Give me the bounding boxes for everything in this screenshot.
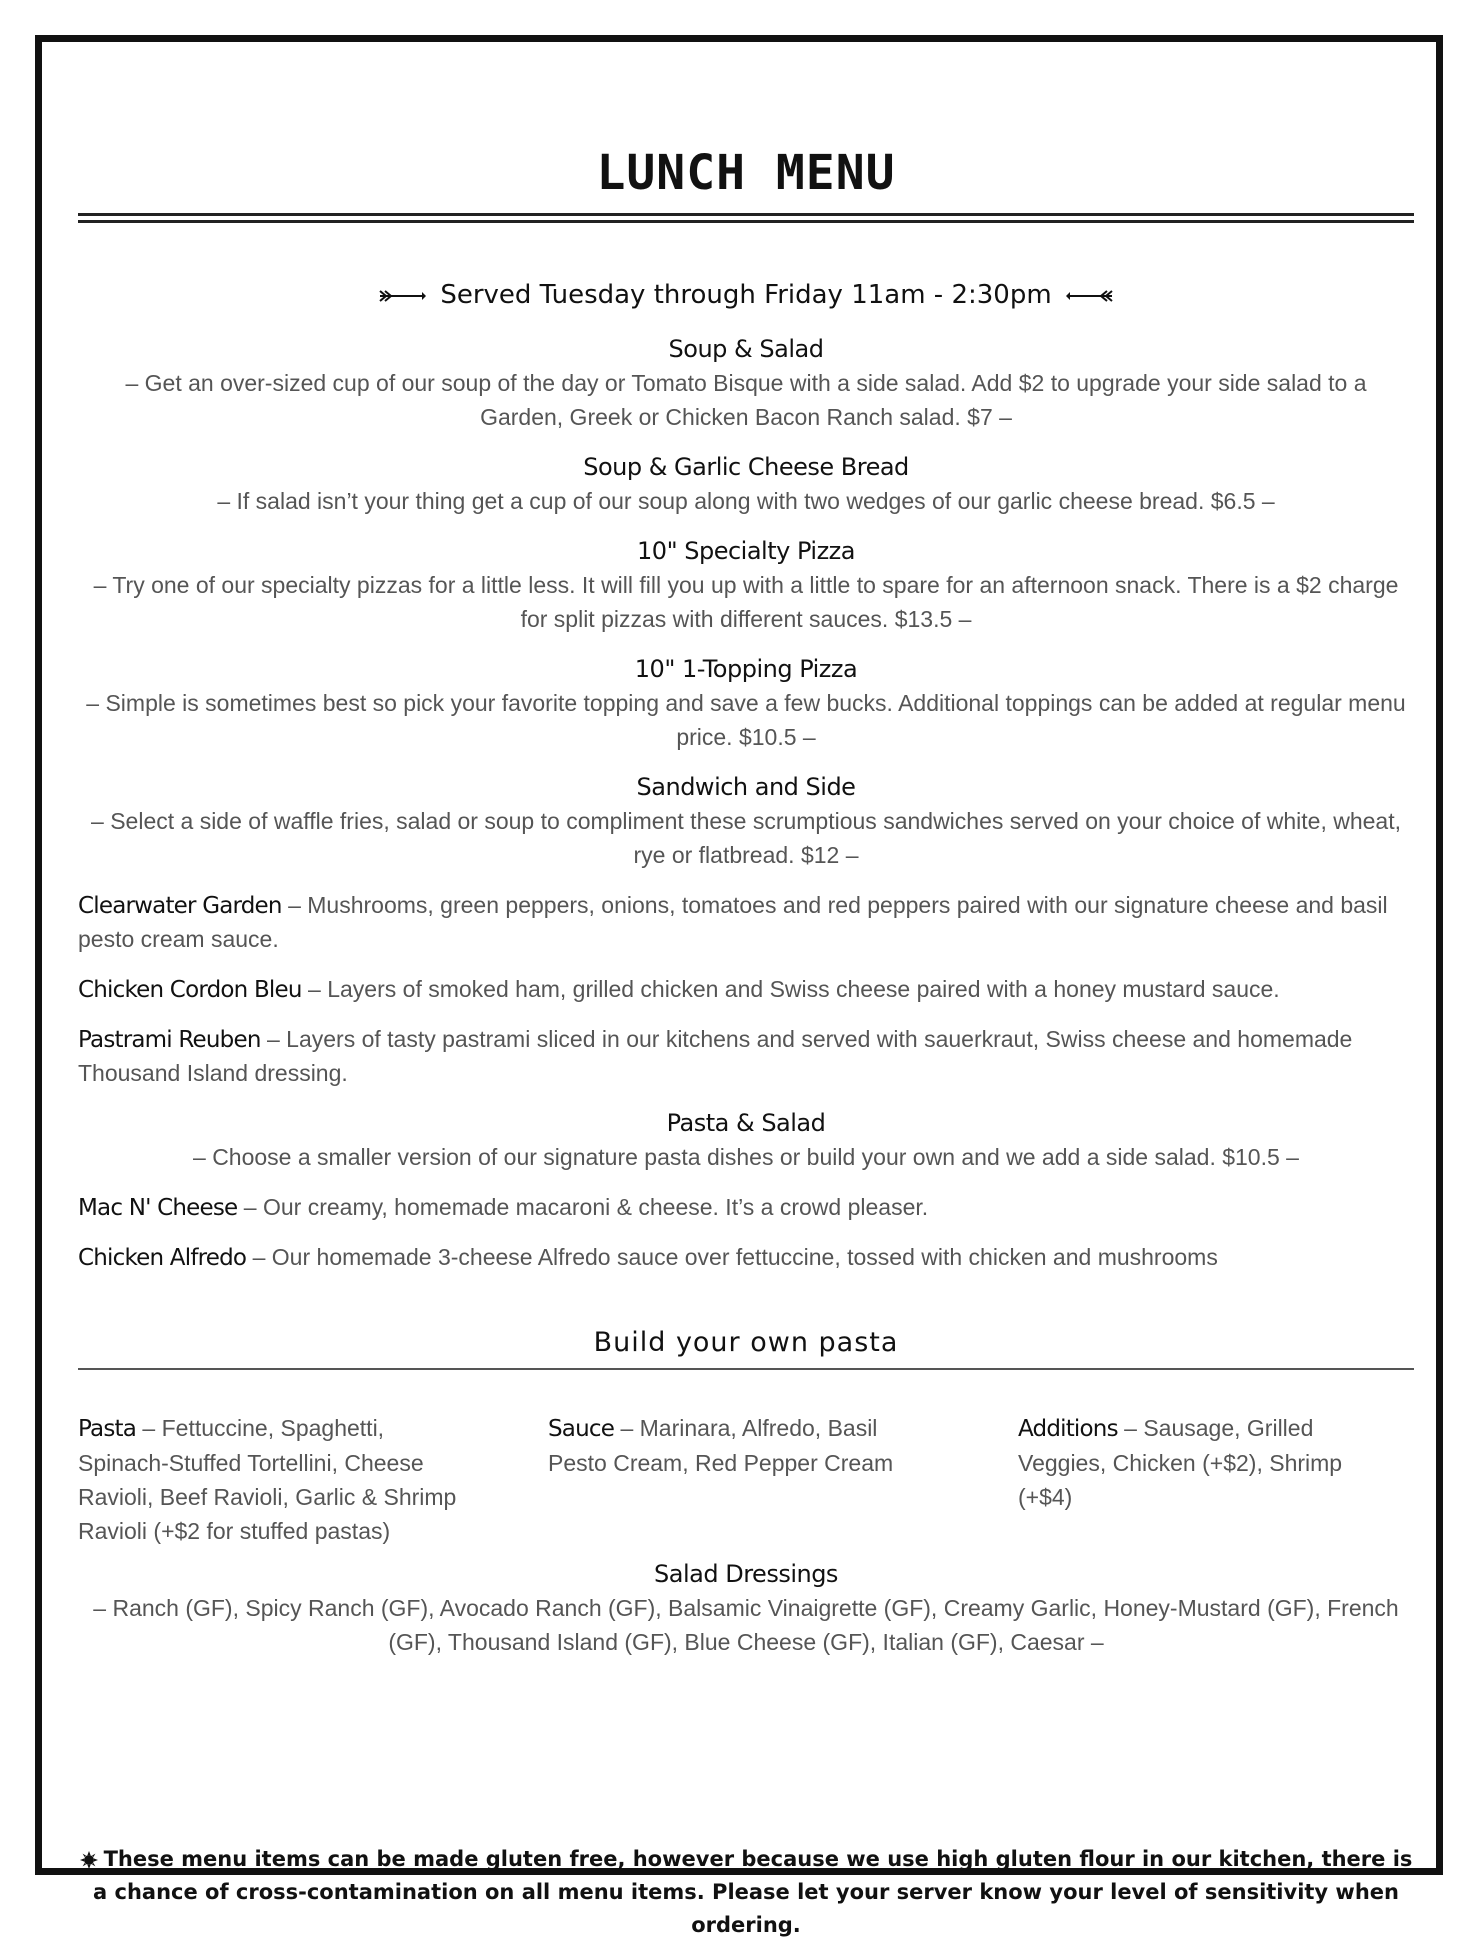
section-title: Pasta & Salad bbox=[666, 1109, 826, 1137]
byo-column-pasta bbox=[78, 1411, 458, 1548]
item-description: – Layers of smoked ham, grilled chicken and Swiss cheese paired with a honey mustard sauce. bbox=[301, 976, 1280, 1002]
item-name: Chicken Cordon Bleu bbox=[78, 977, 302, 1003]
menu-item bbox=[78, 973, 1414, 1007]
section-title: Sandwich and Side bbox=[636, 773, 856, 801]
section-description: – Get an over-sized cup of our soup of the day or Tomato Bisque with a side salad. Add $2 to upgrade your side salad to a Garden, Greek or Chicken Bacon Ranch salad. $7 – bbox=[125, 370, 1367, 430]
section-description: – If salad isn’t your thing get a cup of our soup along with two wedges of our garlic cheese bread. $6.5 – bbox=[217, 488, 1275, 514]
menu-item bbox=[78, 889, 1414, 956]
menu-item bbox=[78, 1241, 1414, 1275]
arrow-right-icon bbox=[378, 289, 426, 303]
section-title: Salad Dressings bbox=[654, 1560, 838, 1588]
item-name: Chicken Alfredo bbox=[78, 1245, 247, 1271]
section-description: – Choose a smaller version of our signature pasta dishes or build your own and we add a side salad. $10.5 – bbox=[193, 1144, 1299, 1170]
byo-column-name: Pasta bbox=[78, 1416, 137, 1442]
section-title: Soup & Garlic Cheese Bread bbox=[583, 453, 909, 481]
gluten-free-text: These menu items can be made gluten free, however because we use high gluten flour in our kitchen, there is a chance of cross-contamination on all menu items. Please let your server know your level of sensitivity when ordering. bbox=[93, 1847, 1413, 1937]
served-text: Served Tuesday through Friday 11am - 2:30pm bbox=[440, 280, 1052, 310]
item-name: Pastrami Reuben bbox=[78, 1027, 261, 1053]
byo-column-additions bbox=[1018, 1411, 1398, 1514]
gluten-free-note bbox=[78, 1843, 1414, 1942]
byo-column-description: – Fettuccine, Spaghetti, Spinach-Stuffed Tortellini, Cheese Ravioli, Beef Ravioli, Garlic & Shrimp Ravioli (+$2 for stuffed pastas) bbox=[78, 1415, 457, 1544]
build-your-own-title: Build your own pasta bbox=[593, 1327, 899, 1358]
section-title: 10" Specialty Pizza bbox=[637, 537, 855, 565]
menu-content bbox=[78, 42, 1414, 1937]
page-title: LUNCH MENU bbox=[596, 145, 896, 201]
arrow-left-icon bbox=[1066, 289, 1114, 303]
served-hours bbox=[78, 280, 1414, 310]
section-description: – Simple is sometimes best so pick your favorite topping and save a few bucks. Additional toppings can be added at regular menu price. $10.5 – bbox=[86, 690, 1406, 750]
byo-column-sauce bbox=[548, 1411, 928, 1480]
section-soup-salad bbox=[78, 332, 1414, 434]
section-description: – Try one of our specialty pizzas for a little less. It will fill you up with a little to spare for an afternoon snack. There is a $2 charge for split pizzas with different sauces. $13.5 – bbox=[93, 572, 1399, 632]
byo-column-name: Sauce bbox=[548, 1416, 615, 1442]
byo-column-description: – Sausage, Grilled Veggies, Chicken (+$2), Shrimp (+$4) bbox=[1018, 1415, 1343, 1510]
byo-column-name: Additions bbox=[1018, 1416, 1118, 1442]
title-divider bbox=[78, 213, 1414, 223]
section-description: – Select a side of waffle fries, salad or soup to compliment these scrumptious sandwiches served on your choice of white, wheat, rye or flatbread. $12 – bbox=[91, 808, 1401, 868]
item-description: – Our creamy, homemade macaroni & cheese. It’s a crowd pleaser. bbox=[237, 1194, 929, 1220]
item-name: Mac N' Cheese bbox=[78, 1195, 238, 1221]
item-description: – Layers of tasty pastrami sliced in our kitchens and served with sauerkraut, Swiss cheese and homemade Thousand Island dressing. bbox=[78, 1026, 1353, 1086]
gluten-free-star-icon bbox=[80, 1851, 98, 1869]
item-description: – Mushrooms, green peppers, onions, tomatoes and red peppers paired with our signature cheese and basil pesto cream sauce. bbox=[78, 892, 1388, 952]
section-soup-bread bbox=[78, 450, 1414, 518]
menu-item bbox=[78, 1191, 1414, 1225]
section-topping-pizza bbox=[78, 652, 1414, 754]
menu-item bbox=[78, 1023, 1414, 1090]
section-dressings bbox=[78, 1557, 1414, 1659]
byo-column-description: – Marinara, Alfredo, Basil Pesto Cream, Red Pepper Cream bbox=[548, 1415, 894, 1476]
section-pasta-salad bbox=[78, 1106, 1414, 1174]
section-title: Soup & Salad bbox=[668, 335, 824, 363]
section-description: – Ranch (GF), Spicy Ranch (GF), Avocado Ranch (GF), Balsamic Vinaigrette (GF), Creamy Garlic, Honey-Mustard (GF), French (GF), Thousand Island (GF), Blue Cheese (GF), Italian (GF), Caesar – bbox=[93, 1595, 1399, 1655]
menu-frame bbox=[35, 35, 1443, 1937]
section-sandwich-side bbox=[78, 770, 1414, 872]
item-description: – Our homemade 3-cheese Alfredo sauce over fettuccine, tossed with chicken and mushrooms bbox=[246, 1244, 1218, 1270]
section-specialty-pizza bbox=[78, 534, 1414, 636]
section-title: 10" 1-Topping Pizza bbox=[634, 655, 858, 683]
item-name: Clearwater Garden bbox=[78, 893, 282, 919]
build-your-own-divider bbox=[78, 1368, 1414, 1370]
